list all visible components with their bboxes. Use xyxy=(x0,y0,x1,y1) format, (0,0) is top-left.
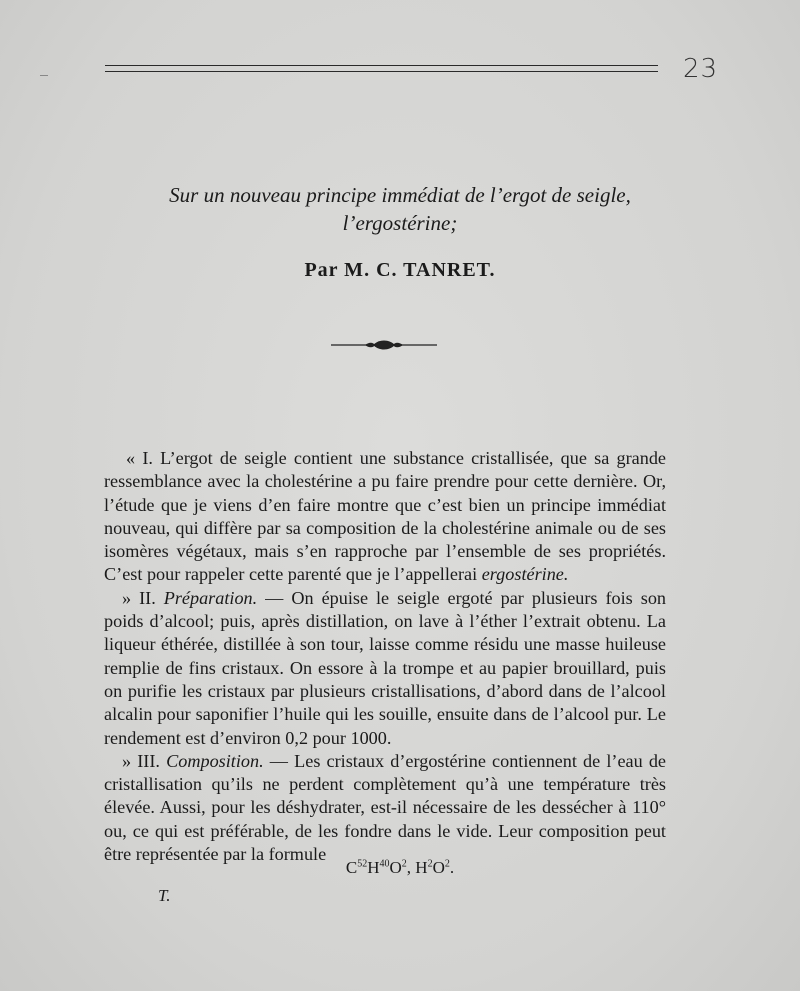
section-number-3: » III. xyxy=(122,750,160,771)
formula-period: . xyxy=(449,858,455,877)
formula-water-h-count: 2 xyxy=(427,858,433,870)
formula-water-h: H xyxy=(415,858,428,877)
formula-c-count: 52 xyxy=(357,858,368,870)
formula-h: H xyxy=(367,858,380,877)
signature-mark: T. xyxy=(158,886,171,905)
paragraph-composition-text: — Les cristaux d’ergostérine contiennent de l’eau de cristallisation qu’ils ne perdent complètement qu’à une température très élevée. Aussi, pour les déshydrater, est-il nécessaire de les dessécher à 110° ou, ce qui est préférable, de les fondre dans le vide. Leur composition peut être représentée par la formule xyxy=(104,750,667,865)
article-title xyxy=(100,181,700,237)
formula-h-count: 40 xyxy=(379,858,390,870)
formula-water-o: O xyxy=(432,858,445,877)
paragraph-intro xyxy=(104,447,666,587)
paragraph-composition xyxy=(104,750,666,866)
author-byline: Par M. C. TANRET. xyxy=(304,259,496,281)
formula-water-o-count: 2 xyxy=(444,858,450,870)
ornament-divider xyxy=(329,336,439,354)
title-line-2: l’ergostérine; xyxy=(342,211,458,235)
margin-mark xyxy=(40,75,48,76)
section-number-2: » II. xyxy=(122,587,156,608)
handwritten-folio-number: 23 xyxy=(683,54,719,84)
chemical-formula xyxy=(100,858,700,878)
paragraph-preparation xyxy=(104,587,666,750)
section-heading-composition: Composition. xyxy=(166,750,264,771)
formula-separator: , xyxy=(406,858,416,877)
header-rule-top xyxy=(105,65,658,66)
term-ergosterine: ergostérine. xyxy=(481,564,569,585)
paragraph-preparation-text: — On épuise le seigle ergoté par plusieurs fois son poids d’alcool; puis, après distillation, on lave à l’éther l’extrait obtenu. La liqueur éthérée, distillée à son tour, laisse comme résidu une masse huileuse remplie de fins cristaux. On essore à la trompe et au papier brouillard, puis on purifie les cristaux par plusieurs cristallisations, d’abord dans de l’alcool alcalin pour saponifier l’huile qui les souille, ensuite dans de l’alcool pur. Le rendement est d’environ 0,2 pour 1000. xyxy=(104,587,667,748)
paragraph-intro-text: « I. L’ergot de seigle contient une substance cristallisée, que sa grande ressemblance avec la cholestérine a pu faire prendre pour cette dernière. Or, l’étude que je viens d’en faire montre que c’est bien un principe immédiat nouveau, qui diffère par sa composition de la cholestérine animale ou de ses isomères végétaux, mais s’en rapproche par l’ensemble de ses propriétés. C’est pour rappeler cette parenté que je l’appellerai xyxy=(104,448,666,585)
title-line-1: Sur un nouveau principe immédiat de l’ergot de seigle, xyxy=(169,183,631,207)
section-heading-preparation: Préparation. xyxy=(163,587,258,608)
formula-o: O xyxy=(389,858,402,877)
formula-c: C xyxy=(345,858,358,877)
article-body xyxy=(104,447,666,866)
header-rule-bottom xyxy=(105,71,658,72)
formula-o-count: 2 xyxy=(401,858,407,870)
